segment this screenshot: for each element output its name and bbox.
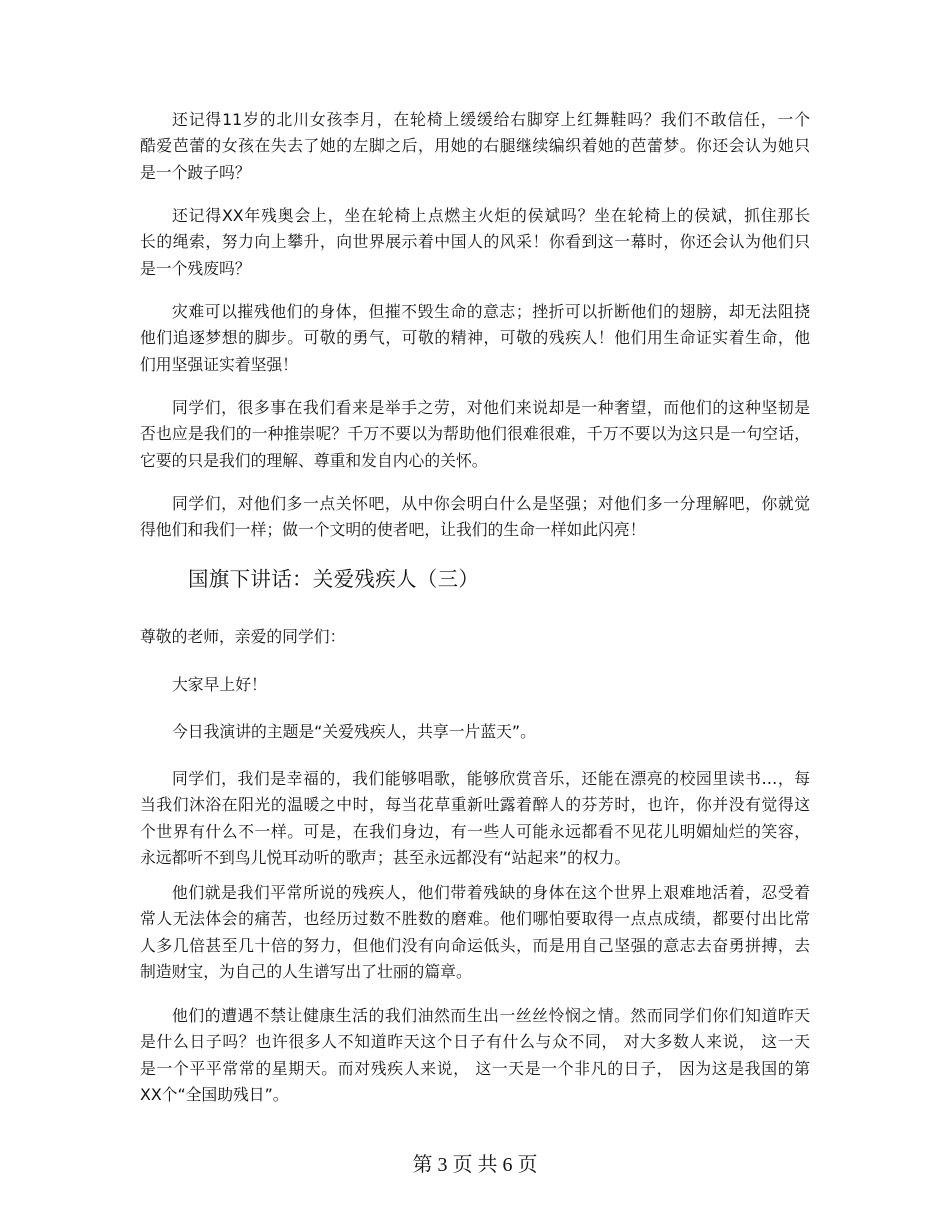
paragraph-line: 同学们，我们是幸福的，我们能够唱歌，能够欣赏音乐，还能在漂亮的校园里读书…，每 — [172, 769, 810, 788]
paragraph — [140, 491, 810, 544]
paragraph — [140, 107, 810, 186]
paragraph-line: 个世界有什么不一样。可是，在我们身边，有一些人可能永远都看不见花儿明媚灿烂的笑容， — [140, 821, 810, 841]
paragraph-line: 他们就是我们平常所说的残疾人，他们带着残缺的身体在这个世界上艰难地活着，忍受着 — [172, 883, 810, 902]
paragraph-line: 它要的只是我们的理解、尊重和发自内心的关怀。 — [140, 450, 488, 470]
paragraph-line: 还记得XX年残奥会上，坐在轮椅上点燃主火炬的侯斌吗？坐在轮椅上的侯斌，抓住那长 — [172, 206, 810, 225]
paragraph-line: 们用坚强证实着坚强！ — [140, 354, 298, 374]
topic-line: 今日我演讲的主题是“关爱残疾人，共享一片蓝天”。 — [172, 722, 536, 741]
paragraph — [140, 1003, 810, 1109]
paragraph-line: 同学们，对他们多一点关怀吧，从中你会明白什么是坚强；对他们多一分理解吧，你就觉 — [172, 494, 810, 513]
greeting-line: 大家早上好！ — [172, 675, 267, 694]
paragraph-line: 人多几倍甚至几十倍的努力，但他们没有向命运低头，而是用自己坚强的意志去奋勇拼搏，去 — [140, 935, 810, 955]
salutation — [140, 624, 810, 650]
paragraph-line: 否也应是我们的一种推崇呢？千万不要以为帮助他们很难很难，千万不要以为这只是一句空话， — [140, 424, 810, 444]
paragraph — [140, 395, 810, 474]
paragraph-line: XX个“全国助残日”。 — [140, 1085, 289, 1105]
paragraph-line: 还记得11岁的北川女孩李月，在轮椅上缓缓给右脚穿上红舞鞋吗？我们不敢信任，一个 — [172, 110, 810, 129]
paragraph-line: 同学们，很多事在我们看来是举手之劳，对他们来说却是一种奢望，而他们的这种坚韧是 — [172, 398, 810, 417]
paragraph-line: 是一个残废吗？ — [140, 258, 251, 278]
paragraph-line: 得他们和我们一样；做一个文明的使者吧，让我们的生命一样如此闪亮！ — [140, 520, 646, 540]
section-title: 国旗下讲话：关爱残疾人（三） — [188, 569, 480, 591]
paragraph — [140, 203, 810, 282]
page-number: 第 3 页 共 6 页 — [412, 1154, 538, 1176]
paragraph-line: 永远都听不到鸟儿悦耳动听的歌声；甚至永远都没有“站起来”的权力。 — [140, 848, 631, 868]
paragraph-line: 是一个跛子吗？ — [140, 162, 251, 182]
topic — [140, 719, 810, 745]
paragraph — [140, 766, 810, 872]
paragraph-line: 制造财宝，为自己的人生谱写出了壮丽的篇章。 — [140, 962, 472, 982]
paragraph-line: 长的绳索，努力向上攀升，向世界展示着中国人的风采！你看到这一幕时，你还会认为他们只 — [140, 232, 810, 252]
paragraph-line: 是什么日子吗？也许很多人不知道昨天这个日子有什么与众不同， 对大多数人来说， 这一天 — [140, 1032, 810, 1052]
paragraph-line: 当我们沐浴在阳光的温暖之中时，每当花草重新吐露着醉人的芬芳时，也许，你并没有觉得这 — [140, 795, 810, 815]
paragraph-line: 他们的遭遇不禁让健康生活的我们油然而生出一丝丝怜悯之情。然而同学们你们知道昨天 — [172, 1006, 810, 1025]
paragraph — [140, 880, 810, 986]
salutation-line: 尊敬的老师，亲爱的同学们： — [140, 627, 346, 646]
paragraph-line: 酷爱芭蕾的女孩在失去了她的左脚之后，用她的右腿继续编织着她的芭蕾梦。你还会认为她只 — [140, 136, 810, 156]
paragraph-line: 灾难可以摧残他们的身体，但摧不毁生命的意志；挫折可以折断他们的翅膀，却无法阻挠 — [172, 302, 810, 321]
paragraph — [140, 299, 810, 378]
paragraph-line: 常人无法体会的痛苦，也经历过数不胜数的磨难。他们哪怕要取得一点点成绩，都要付出比常 — [140, 909, 810, 929]
greeting — [140, 672, 810, 698]
paragraph-line: 他们追逐梦想的脚步。可敬的勇气，可敬的精神，可敬的残疾人！他们用生命证实着生命，他 — [140, 328, 810, 348]
paragraph-line: 是一个平平常常的星期天。而对残疾人来说， 这一天是一个非凡的日子， 因为这是我国的第 — [140, 1058, 810, 1078]
